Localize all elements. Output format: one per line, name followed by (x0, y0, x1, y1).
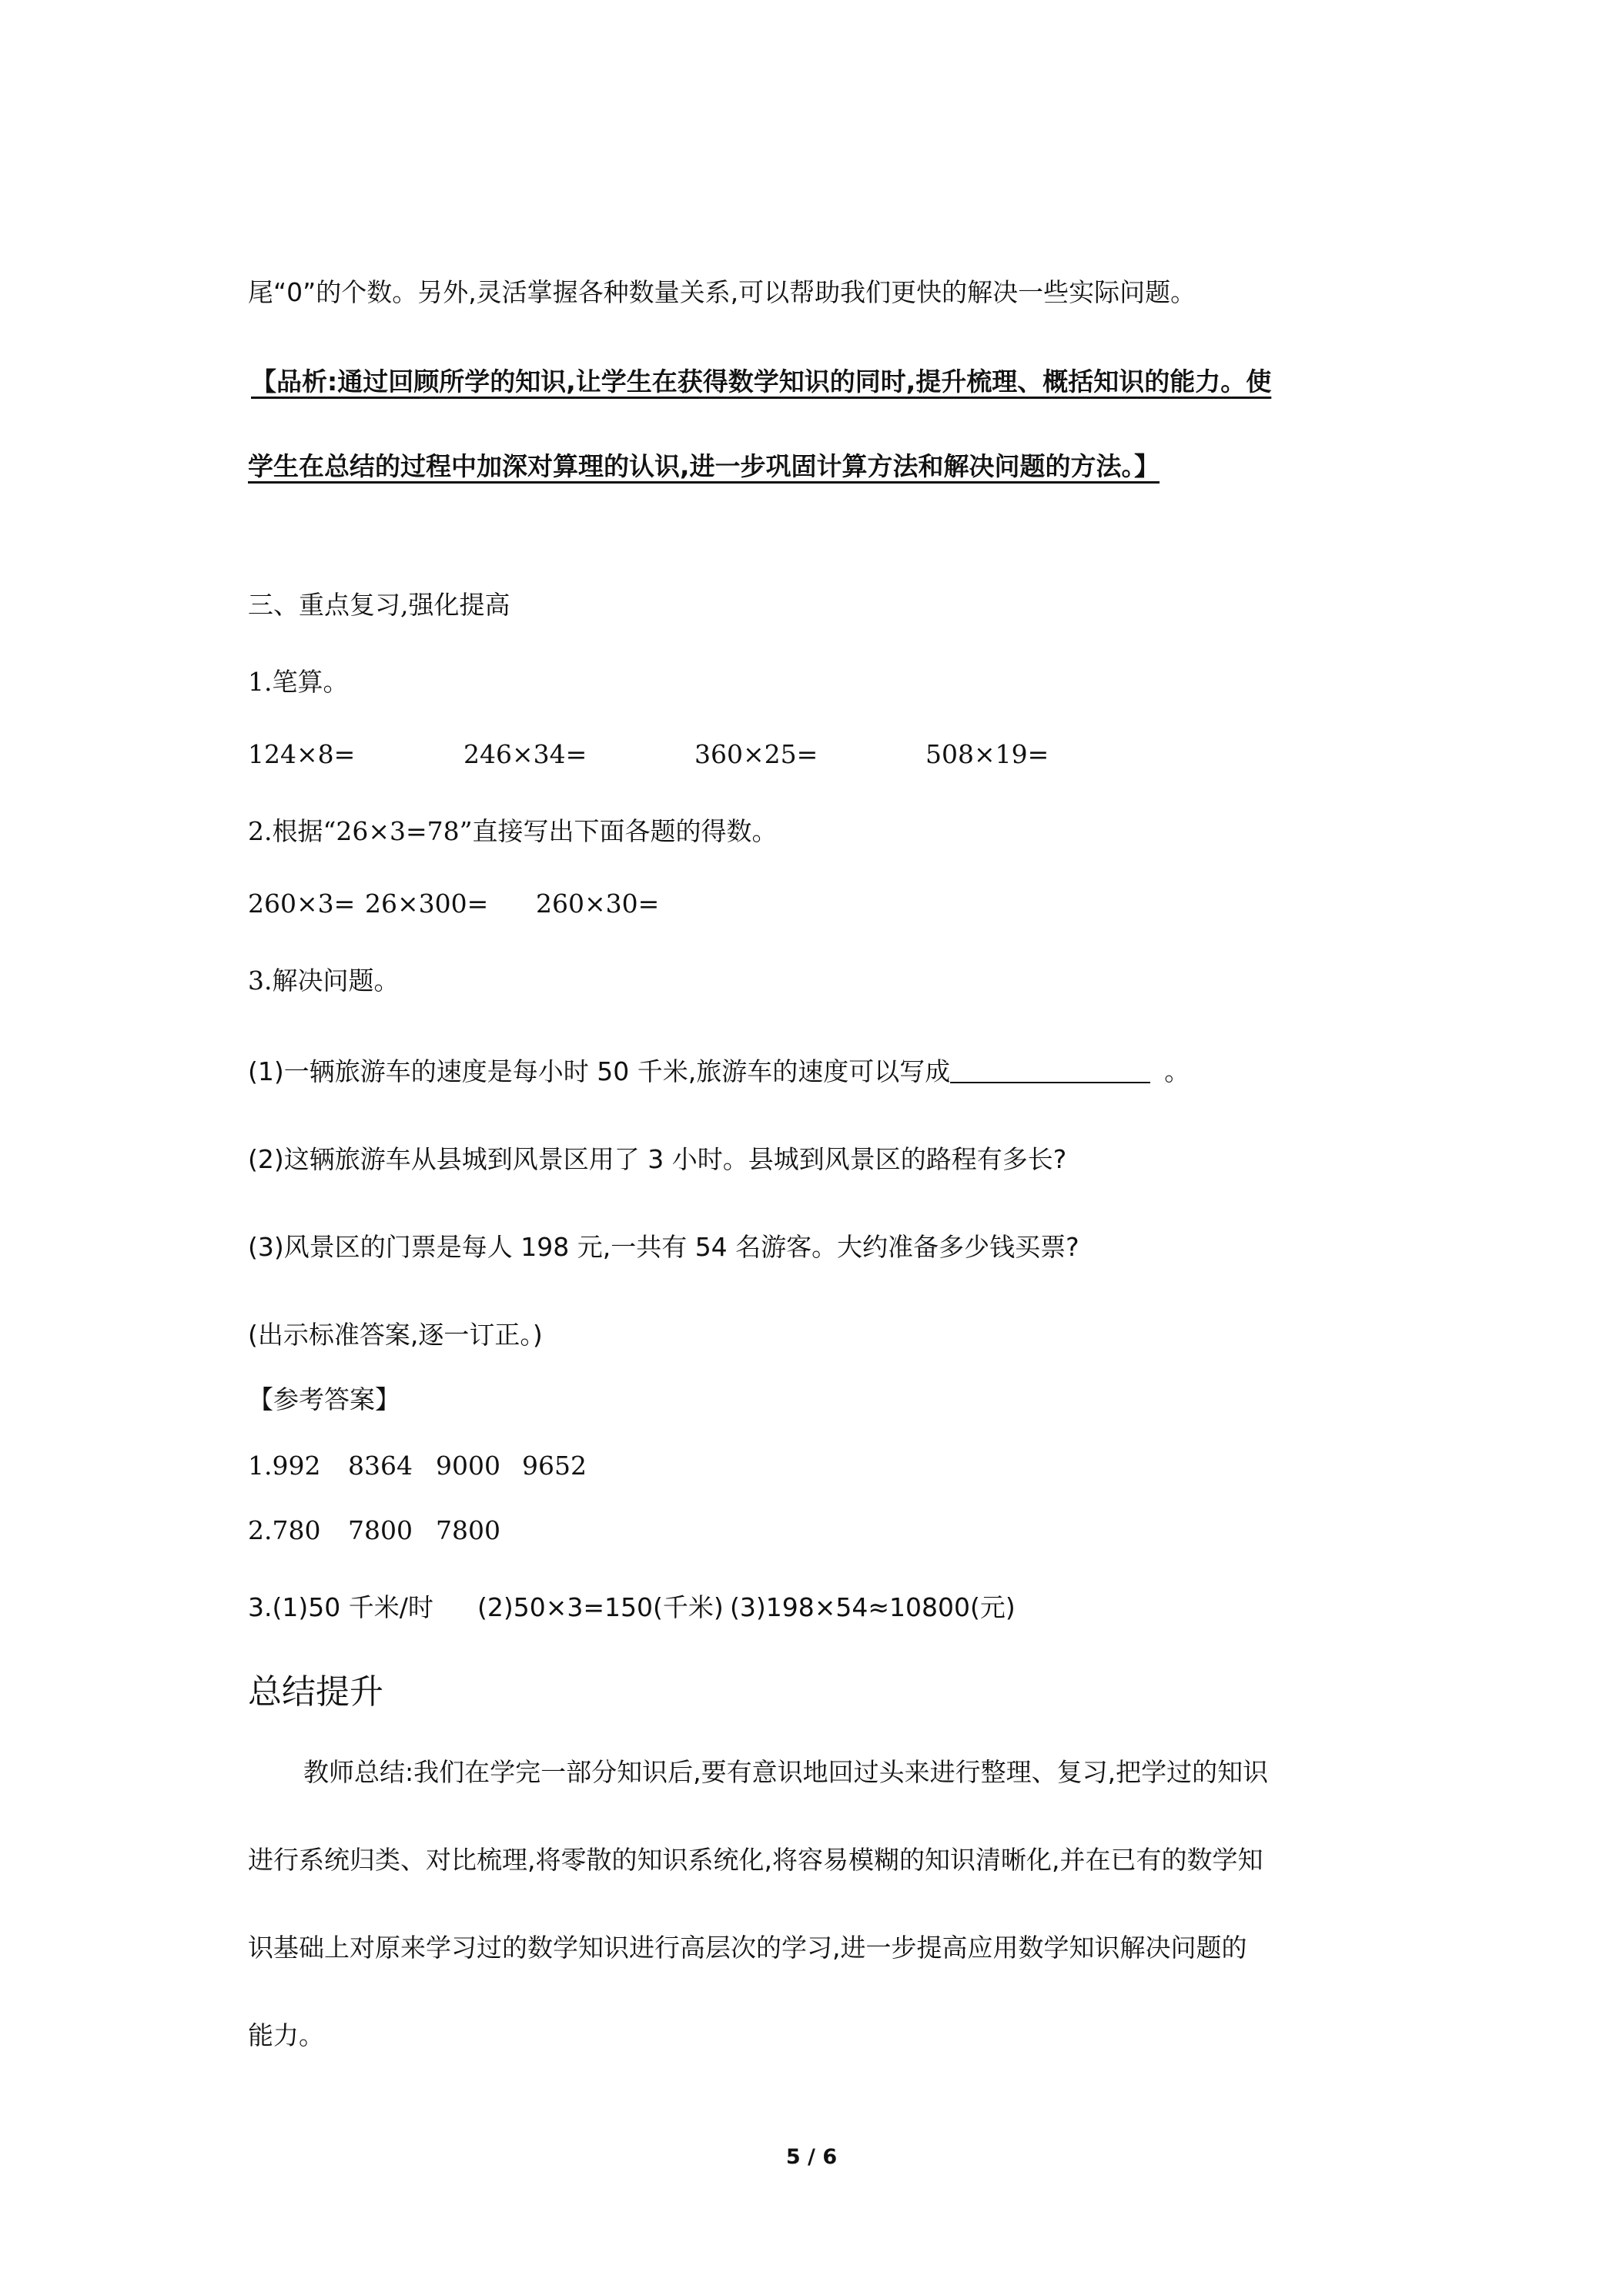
q1-title: 1.笔算。 (248, 667, 349, 697)
section-title: 三、重点复习,强化提高 (248, 590, 510, 620)
analysis-line-2: 学生在总结的过程中加深对算理的认识,进一步巩固计算方法和解决问题的方法。】 (248, 451, 1160, 481)
summary-line-3: 识基础上对原来学习过的数学知识进行高层次的学习,进一步提高应用数学知识解决问题的 (248, 1933, 1247, 1963)
q3-part-3: (3)风景区的门票是每人 198 元,一共有 54 名游客。大约准备多少钱买票? (248, 1232, 1079, 1262)
q1-item: 360×25= (694, 739, 818, 769)
page-number: 5 / 6 (785, 2145, 838, 2169)
answer-blank (950, 1059, 1150, 1083)
intro-line: 尾“0”的个数。另外,灵活掌握各种数量关系,可以帮助我们更快的解决一些实际问题。 (248, 277, 1196, 307)
answers-title: 【参考答案】 (248, 1384, 400, 1414)
q2-item: 26×300= (365, 889, 489, 919)
summary-line-2: 进行系统归类、对比梳理,将零散的知识系统化,将容易模糊的知识清晰化,并在已有的数学知 (248, 1845, 1263, 1875)
answer-item: 7800 (436, 1515, 500, 1545)
q3-part-1-text: (1)一辆旅游车的速度是每小时 50 千米,旅游车的速度可以写成 (248, 1056, 951, 1086)
q2-title: 2.根据“26×3=78”直接写出下面各题的得数。 (248, 816, 778, 846)
answer-item: (3)198×54≈10800(元) (730, 1592, 1016, 1622)
q1-item: 508×19= (925, 739, 1049, 769)
q3-part-1-end: 。 (1164, 1056, 1190, 1086)
answer-item: (2)50×3=150(千米) (477, 1592, 724, 1622)
summary-heading: 总结提升 (248, 1672, 383, 1712)
q2-item: 260×3= (248, 889, 356, 919)
q3-part-2: (2)这辆旅游车从县城到风景区用了 3 小时。县城到风景区的路程有多长? (248, 1144, 1067, 1174)
q1-item: 246×34= (463, 739, 587, 769)
answer-item: 3.(1)50 千米/时 (248, 1592, 433, 1622)
answer-item: 9652 (522, 1451, 587, 1481)
answer-item: 1.992 (248, 1451, 321, 1481)
summary-line-4: 能力。 (248, 2020, 324, 2050)
answer-item: 8364 (348, 1451, 413, 1481)
note-line: (出示标准答案,逐一订正。) (248, 1320, 543, 1350)
answer-item: 2.780 (248, 1515, 321, 1545)
q3-part-1 (248, 1055, 1190, 1089)
q1-item: 124×8= (248, 739, 356, 769)
q3-title: 3.解决问题。 (248, 966, 400, 996)
analysis-line-1: 【品析:通过回顾所学的知识,让学生在获得数学知识的同时,提升梳理、概括知识的能力。使 (251, 366, 1272, 397)
answer-item: 7800 (348, 1515, 413, 1545)
q2-item: 260×30= (536, 889, 660, 919)
summary-line-1: 教师总结:我们在学完一部分知识后,要有意识地回过头来进行整理、复习,把学过的知识 (303, 1757, 1269, 1787)
answer-item: 9000 (436, 1451, 500, 1481)
